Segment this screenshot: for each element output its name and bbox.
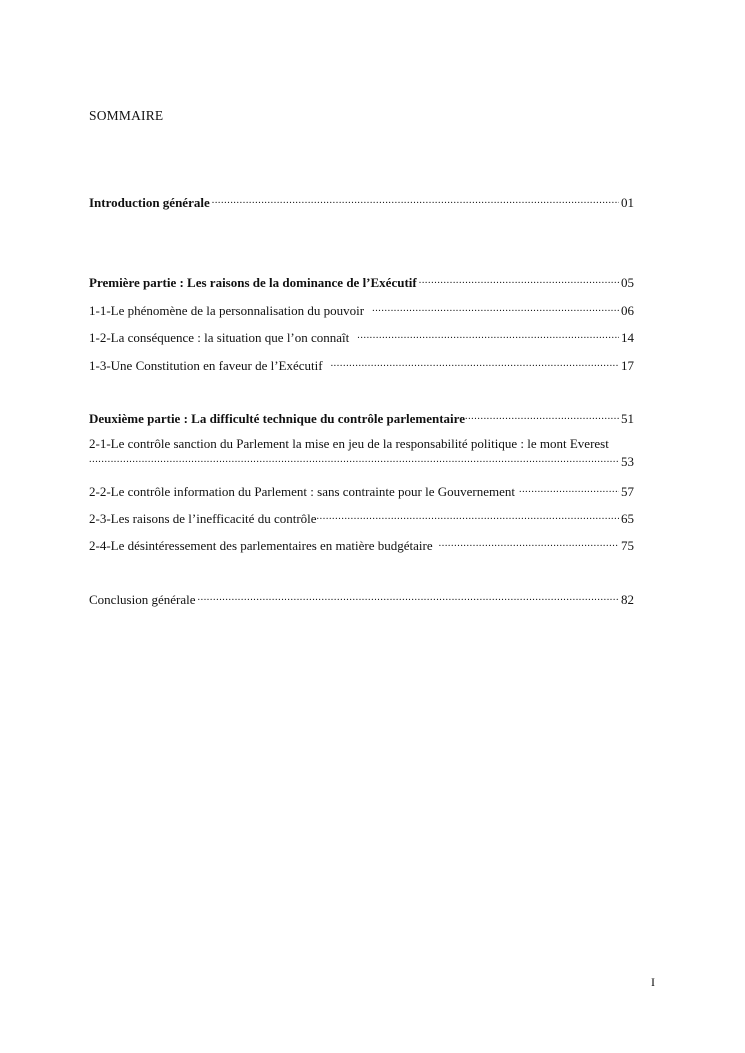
toc-entry-label: 1-1-Le phénomène de la personnalisation du pouvoir: [89, 303, 365, 318]
toc-entry-label: Première partie : Les raisons de la dominance de l’Exécutif: [89, 275, 417, 290]
toc-entry-1-2: [89, 328, 634, 346]
toc-entry-page: 57: [621, 484, 634, 499]
toc-leader-dots: [89, 452, 619, 466]
toc-entry-page: 82: [621, 592, 634, 607]
toc-entry-page: 01: [621, 195, 634, 210]
page-title: SOMMAIRE: [89, 108, 164, 123]
toc-entry-page: 75: [621, 538, 634, 553]
toc-leader-dots: [198, 590, 620, 604]
toc-entry-page: 53: [621, 454, 634, 469]
toc-entry-label: Deuxième partie : La difficulté technique du contrôle parlementaire: [89, 411, 465, 426]
toc-entry-label: 2-2-Le contrôle information du Parlement : sans contrainte pour le Gouvernement: [89, 484, 515, 499]
toc-leader-dots: [465, 409, 619, 423]
toc-leader-dots: [317, 509, 619, 523]
toc-entry-label: 2-3-Les raisons de l’inefficacité du contrôle: [89, 511, 317, 526]
toc-entry-continuation: [89, 452, 634, 470]
toc-entry-page: 65: [621, 511, 634, 526]
toc-entry-label: 1-2-La conséquence : la situation que l’on connaît: [89, 330, 350, 345]
toc-entry-label: Conclusion générale: [89, 592, 196, 607]
toc-entry-2-2: [89, 482, 634, 500]
toc-entry-label: Introduction générale: [89, 195, 210, 210]
toc-entry-page: 14: [621, 330, 634, 345]
toc-entry-label: 2-4-Le désintéressement des parlementaires en matière budgétaire: [89, 538, 433, 553]
toc-entry-2-3: [89, 509, 634, 527]
toc-entry-introduction: [89, 193, 634, 211]
toc-leader-dots: [372, 301, 619, 315]
toc-entry-page: 51: [621, 411, 634, 426]
toc-entry-label: 2-1-Le contrôle sanction du Parlement la mise en jeu de la responsabilité politique : le mont Everest: [89, 436, 609, 451]
toc-entry-1-1: [89, 301, 634, 319]
toc-entry-page: 17: [621, 358, 634, 373]
toc-leader-dots: [519, 482, 619, 496]
toc-entry-conclusion: [89, 590, 634, 608]
toc-leader-dots: [212, 193, 619, 207]
page-number: I: [651, 975, 655, 989]
toc-entry-part2: [89, 409, 634, 427]
toc-entry-1-3: [89, 356, 634, 374]
toc-entry-part1: [89, 273, 634, 291]
toc-entry-page: 06: [621, 303, 634, 318]
toc-entry-2-4: [89, 536, 634, 554]
toc-entry-page: 05: [621, 275, 634, 290]
toc-leader-dots: [439, 536, 619, 550]
toc-entry-2-1: [89, 436, 634, 470]
toc-leader-dots: [419, 273, 619, 287]
toc-leader-dots: [331, 356, 619, 370]
toc-leader-dots: [357, 328, 619, 342]
toc-entry-label: 1-3-Une Constitution en faveur de l’Exécutif: [89, 358, 323, 373]
